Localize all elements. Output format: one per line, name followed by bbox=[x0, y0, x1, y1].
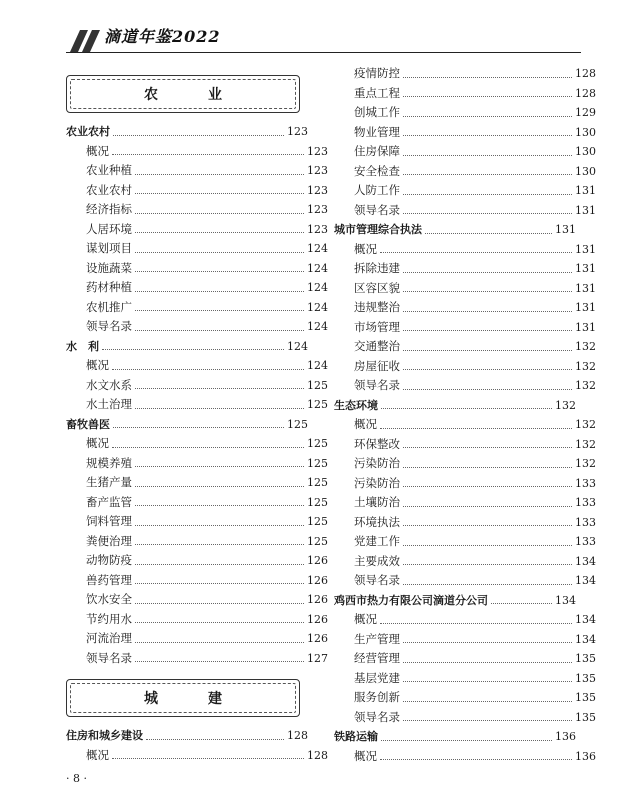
entry-label: 概况 bbox=[354, 612, 377, 626]
toc-entry-sub bbox=[66, 590, 328, 610]
entry-page-number: 134 bbox=[575, 554, 596, 568]
toc-entry-sub bbox=[66, 512, 328, 532]
leader-dots bbox=[135, 582, 304, 584]
entry-label: 领导名录 bbox=[354, 573, 400, 587]
entry-label: 人防工作 bbox=[354, 183, 400, 197]
toc-entry-sub bbox=[334, 688, 596, 708]
section-title: 城 建 bbox=[144, 691, 240, 707]
toc-entry-sub bbox=[334, 201, 596, 221]
entry-page-number: 124 bbox=[307, 261, 328, 275]
toc-entry-sub bbox=[334, 298, 596, 318]
leader-dots bbox=[135, 563, 304, 565]
entry-page-number: 135 bbox=[575, 710, 596, 724]
toc-entry-sub bbox=[334, 64, 596, 84]
entry-label: 基层党建 bbox=[354, 670, 400, 685]
entry-page-number: 132 bbox=[555, 398, 576, 412]
entry-page-number: 133 bbox=[575, 476, 596, 490]
toc-entry-main bbox=[334, 396, 576, 416]
toc-entry-sub bbox=[66, 629, 328, 649]
leader-dots bbox=[403, 563, 572, 565]
leader-dots bbox=[135, 602, 304, 604]
toc-entry-sub bbox=[334, 630, 596, 650]
toc-entry-sub bbox=[334, 162, 596, 182]
leader-dots bbox=[135, 465, 304, 467]
entry-page-number: 125 bbox=[307, 495, 328, 509]
leader-dots bbox=[403, 329, 572, 331]
leader-dots bbox=[135, 641, 304, 643]
entry-label: 经济指标 bbox=[86, 202, 132, 216]
leader-dots bbox=[135, 251, 304, 253]
entry-label: 安全检查 bbox=[354, 163, 400, 178]
entry-page-number: 129 bbox=[575, 106, 596, 119]
entry-page-number: 125 bbox=[287, 417, 308, 431]
entry-page-number: 126 bbox=[307, 632, 328, 645]
leader-dots bbox=[403, 700, 572, 702]
entry-page-number: 123 bbox=[307, 183, 328, 197]
entry-label: 生猪产量 bbox=[86, 475, 132, 489]
toc-entry-sub bbox=[334, 279, 596, 299]
toc-entry-sub bbox=[334, 649, 596, 669]
leader-dots bbox=[403, 368, 572, 370]
leader-dots bbox=[403, 173, 572, 175]
toc-entry-sub bbox=[334, 571, 596, 591]
leader-dots bbox=[403, 134, 572, 136]
toc-entry-sub bbox=[66, 239, 328, 259]
entry-page-number: 126 bbox=[307, 573, 328, 587]
entry-page-number: 123 bbox=[287, 125, 308, 138]
toc-entry-sub bbox=[66, 649, 328, 669]
entry-page-number: 125 bbox=[307, 378, 328, 392]
toc-entry-sub bbox=[66, 746, 328, 766]
entry-page-number: 133 bbox=[575, 496, 596, 509]
leader-dots bbox=[403, 349, 572, 351]
entry-page-number: 128 bbox=[575, 67, 596, 80]
toc-entry-main bbox=[66, 122, 308, 142]
entry-label: 鸡西市热力有限公司滴道分公司 bbox=[334, 593, 488, 607]
entry-label: 市场管理 bbox=[354, 319, 400, 334]
leader-dots bbox=[403, 290, 572, 292]
toc-entry-sub bbox=[66, 454, 328, 474]
entry-page-number: 134 bbox=[575, 632, 596, 646]
entry-label: 领导名录 bbox=[354, 202, 400, 217]
entry-page-number: 126 bbox=[307, 612, 328, 626]
entry-label: 土壤防治 bbox=[354, 495, 400, 509]
toc-entry-sub bbox=[334, 240, 596, 260]
entry-label: 重点工程 bbox=[354, 85, 400, 100]
entry-label: 水文水系 bbox=[86, 377, 132, 392]
leader-dots bbox=[381, 739, 552, 741]
entry-label: 违规整治 bbox=[354, 300, 400, 314]
toc-entry-sub bbox=[66, 493, 328, 513]
entry-label: 党建工作 bbox=[354, 534, 400, 548]
leader-dots bbox=[102, 348, 284, 350]
toc-entry-sub bbox=[66, 298, 328, 318]
toc-entry-sub bbox=[334, 415, 596, 435]
leader-dots bbox=[403, 95, 572, 97]
entry-label: 疫情防控 bbox=[354, 66, 400, 80]
entry-page-number: 130 bbox=[575, 164, 596, 178]
entry-label: 领导名录 bbox=[354, 709, 400, 724]
section-title: 农 业 bbox=[144, 87, 240, 103]
leader-dots bbox=[113, 134, 284, 136]
entry-label: 物业管理 bbox=[354, 124, 400, 139]
entry-label: 概况 bbox=[86, 143, 109, 158]
entry-label: 拆除违建 bbox=[354, 261, 400, 275]
toc-entry-sub bbox=[334, 357, 596, 377]
leader-dots bbox=[403, 505, 572, 507]
toc-entry-sub bbox=[66, 278, 328, 298]
toc-entry-sub bbox=[334, 259, 596, 279]
leader-dots bbox=[135, 407, 304, 409]
entry-page-number: 132 bbox=[575, 418, 596, 431]
leader-dots bbox=[135, 290, 304, 292]
leader-dots bbox=[403, 680, 572, 682]
leader-dots bbox=[113, 426, 284, 428]
entry-label: 节约用水 bbox=[86, 611, 132, 626]
entry-label: 河流治理 bbox=[86, 631, 132, 645]
entry-page-number: 125 bbox=[307, 456, 328, 470]
leader-dots bbox=[112, 153, 304, 155]
entry-page-number: 125 bbox=[307, 437, 328, 450]
entry-page-number: 130 bbox=[575, 125, 596, 139]
leader-dots bbox=[403, 446, 572, 448]
toc-entry-sub bbox=[334, 376, 596, 396]
entry-label: 畜牧兽医 bbox=[66, 417, 110, 431]
entry-page-number: 134 bbox=[575, 574, 596, 587]
entry-page-number: 124 bbox=[307, 300, 328, 314]
leader-dots bbox=[135, 212, 304, 214]
leader-dots bbox=[146, 738, 284, 740]
entry-label: 农业种植 bbox=[86, 163, 132, 177]
leader-dots bbox=[403, 115, 572, 117]
entry-label: 铁路运输 bbox=[334, 730, 378, 743]
entry-label: 概况 bbox=[354, 748, 377, 763]
leader-dots bbox=[403, 154, 572, 156]
leader-dots bbox=[403, 661, 572, 663]
entry-page-number: 123 bbox=[307, 203, 328, 216]
leader-dots bbox=[135, 231, 304, 233]
entry-label: 农机推广 bbox=[86, 299, 132, 314]
entry-label: 谋划项目 bbox=[86, 241, 132, 255]
entry-label: 污染防治 bbox=[354, 456, 400, 470]
leader-dots bbox=[112, 446, 304, 448]
entry-page-number: 136 bbox=[575, 749, 596, 763]
entry-label: 农业农村 bbox=[86, 182, 132, 197]
entry-label: 环保整改 bbox=[354, 436, 400, 451]
leader-dots bbox=[403, 524, 572, 526]
toc-entry-sub bbox=[66, 181, 328, 201]
entry-page-number: 124 bbox=[307, 320, 328, 333]
leader-dots bbox=[403, 193, 572, 195]
toc-entry-sub bbox=[334, 84, 596, 104]
toc-entry-sub bbox=[66, 376, 328, 396]
toc-entry-main bbox=[334, 220, 576, 240]
leader-dots bbox=[135, 504, 304, 506]
toc-entry-main bbox=[334, 591, 576, 611]
entry-page-number: 131 bbox=[575, 301, 596, 314]
entry-page-number: 128 bbox=[287, 729, 308, 742]
entry-page-number: 135 bbox=[575, 671, 596, 685]
entry-label: 污染防治 bbox=[354, 475, 400, 490]
entry-label: 兽药管理 bbox=[86, 572, 132, 587]
toc-entry-sub bbox=[334, 337, 596, 357]
entry-label: 农业农村 bbox=[66, 125, 110, 138]
leader-dots bbox=[403, 544, 572, 546]
toc-entry-sub bbox=[66, 434, 328, 454]
entry-page-number: 127 bbox=[307, 651, 328, 665]
entry-label: 粪便治理 bbox=[86, 533, 132, 548]
leader-dots bbox=[403, 641, 572, 643]
entry-page-number: 124 bbox=[307, 281, 328, 294]
toc-entry-sub bbox=[334, 747, 596, 767]
entry-label: 主要成效 bbox=[354, 553, 400, 568]
page-number: · 8 · bbox=[66, 772, 87, 785]
toc-entry-sub bbox=[334, 552, 596, 572]
entry-page-number: 124 bbox=[307, 359, 328, 372]
entry-label: 房屋征收 bbox=[354, 358, 400, 373]
entry-page-number: 132 bbox=[575, 340, 596, 353]
entry-label: 住房和城乡建设 bbox=[66, 729, 143, 742]
toc-entry-sub bbox=[334, 532, 596, 552]
entry-page-number: 125 bbox=[307, 398, 328, 411]
toc-entry-sub bbox=[66, 356, 328, 376]
entry-label: 设施蔬菜 bbox=[86, 260, 132, 275]
entry-label: 区容区貌 bbox=[354, 280, 400, 295]
leader-dots bbox=[425, 232, 552, 234]
toc-entry-sub bbox=[66, 161, 328, 181]
entry-label: 住房保障 bbox=[354, 144, 400, 158]
entry-page-number: 131 bbox=[575, 242, 596, 256]
toc-entry-sub bbox=[334, 103, 596, 123]
entry-label: 经营管理 bbox=[354, 651, 400, 665]
toc-entry-sub bbox=[334, 123, 596, 143]
entry-page-number: 125 bbox=[307, 515, 328, 528]
entry-label: 规模养殖 bbox=[86, 455, 132, 470]
entry-page-number: 126 bbox=[307, 593, 328, 606]
entry-label: 水土治理 bbox=[86, 397, 132, 411]
entry-page-number: 133 bbox=[575, 535, 596, 548]
toc-entry-sub bbox=[66, 571, 328, 591]
entry-page-number: 131 bbox=[575, 320, 596, 334]
leader-dots bbox=[135, 543, 304, 545]
entry-label: 创城工作 bbox=[354, 105, 400, 119]
toc-entry-sub bbox=[334, 318, 596, 338]
entry-page-number: 125 bbox=[307, 534, 328, 548]
entry-label: 服务创新 bbox=[354, 690, 400, 704]
leader-dots bbox=[112, 368, 304, 370]
toc-entry-main bbox=[66, 415, 308, 435]
leader-dots bbox=[381, 407, 552, 409]
entry-page-number: 124 bbox=[287, 339, 308, 353]
toc-entry-sub bbox=[66, 259, 328, 279]
entry-label: 概况 bbox=[86, 358, 109, 372]
leader-dots bbox=[135, 192, 304, 194]
leader-dots bbox=[135, 309, 304, 311]
toc-entry-sub bbox=[66, 610, 328, 630]
entry-page-number: 131 bbox=[575, 262, 596, 275]
entry-label: 概况 bbox=[86, 436, 109, 450]
entry-page-number: 132 bbox=[575, 437, 596, 451]
entry-page-number: 135 bbox=[575, 691, 596, 704]
leader-dots bbox=[135, 173, 304, 175]
leader-dots bbox=[135, 524, 304, 526]
leader-dots bbox=[403, 466, 572, 468]
entry-page-number: 123 bbox=[307, 164, 328, 177]
entry-page-number: 128 bbox=[307, 748, 328, 762]
entry-label: 城市管理综合执法 bbox=[334, 223, 422, 236]
toc-entry-sub bbox=[66, 532, 328, 552]
leader-dots bbox=[403, 719, 572, 721]
leader-dots bbox=[135, 270, 304, 272]
entry-page-number: 123 bbox=[307, 144, 328, 158]
entry-label: 饲料管理 bbox=[86, 514, 132, 528]
leader-dots bbox=[135, 485, 304, 487]
leader-dots bbox=[403, 212, 572, 214]
leader-dots bbox=[135, 329, 304, 331]
toc-entry-sub bbox=[66, 200, 328, 220]
entry-page-number: 131 bbox=[575, 203, 596, 217]
header-rule bbox=[66, 52, 581, 53]
entry-label: 动物防疫 bbox=[86, 553, 132, 567]
entry-label: 药材种植 bbox=[86, 280, 132, 294]
leader-dots bbox=[135, 387, 304, 389]
entry-label: 交通整治 bbox=[354, 339, 400, 353]
toc-entry-sub bbox=[334, 708, 596, 728]
entry-page-number: 123 bbox=[307, 222, 328, 236]
entry-label: 饮水安全 bbox=[86, 592, 132, 606]
entry-page-number: 132 bbox=[575, 457, 596, 470]
entry-label: 生产管理 bbox=[354, 631, 400, 646]
entry-label: 生态环境 bbox=[334, 398, 378, 412]
entry-label: 领导名录 bbox=[86, 319, 132, 333]
leader-dots bbox=[135, 621, 304, 623]
toc-entry-sub bbox=[66, 220, 328, 240]
entry-page-number: 131 bbox=[555, 223, 576, 236]
entry-page-number: 124 bbox=[307, 242, 328, 255]
entry-label: 领导名录 bbox=[354, 378, 400, 392]
entry-page-number: 133 bbox=[575, 515, 596, 529]
toc-entry-main bbox=[66, 726, 308, 746]
entry-page-number: 125 bbox=[307, 476, 328, 489]
toc-entry-sub bbox=[334, 474, 596, 494]
toc-entry-sub bbox=[334, 669, 596, 689]
leader-dots bbox=[403, 76, 572, 78]
entry-page-number: 131 bbox=[575, 184, 596, 197]
entry-page-number: 132 bbox=[575, 379, 596, 392]
leader-dots bbox=[491, 602, 552, 604]
entry-page-number: 135 bbox=[575, 652, 596, 665]
leader-dots bbox=[380, 251, 572, 253]
page-header bbox=[0, 0, 639, 60]
yearbook-title: 滴道年鉴2022 bbox=[104, 27, 221, 46]
entry-label: 概况 bbox=[86, 747, 109, 762]
entry-label: 领导名录 bbox=[86, 650, 132, 665]
toc-entry-sub bbox=[334, 142, 596, 162]
entry-label: 畜产监管 bbox=[86, 494, 132, 509]
toc-entry-main bbox=[66, 337, 308, 357]
toc-entry-sub bbox=[66, 395, 328, 415]
leader-dots bbox=[403, 485, 572, 487]
toc-entry-sub bbox=[334, 454, 596, 474]
entry-page-number: 130 bbox=[575, 145, 596, 158]
toc-entry-sub bbox=[334, 610, 596, 630]
entry-page-number: 126 bbox=[307, 554, 328, 567]
toc-entry-sub bbox=[66, 473, 328, 493]
entry-label: 水 利 bbox=[66, 339, 99, 353]
section-heading-agriculture bbox=[66, 75, 300, 113]
entry-page-number: 132 bbox=[575, 359, 596, 373]
leader-dots bbox=[380, 758, 572, 760]
entry-page-number: 134 bbox=[555, 593, 576, 607]
toc-entry-sub bbox=[334, 181, 596, 201]
leader-dots bbox=[135, 660, 304, 662]
leader-dots bbox=[403, 271, 572, 273]
toc-entry-sub bbox=[66, 142, 328, 162]
entry-label: 概况 bbox=[354, 241, 377, 256]
toc-entry-sub bbox=[334, 513, 596, 533]
entry-page-number: 128 bbox=[575, 86, 596, 100]
toc-entry-sub bbox=[334, 493, 596, 513]
logo-stripes-icon bbox=[66, 30, 108, 52]
toc-entry-main bbox=[334, 727, 576, 747]
entry-page-number: 134 bbox=[575, 613, 596, 626]
entry-label: 人居环境 bbox=[86, 221, 132, 236]
leader-dots bbox=[403, 583, 572, 585]
entry-label: 环境执法 bbox=[354, 514, 400, 529]
entry-page-number: 136 bbox=[555, 730, 576, 743]
leader-dots bbox=[403, 388, 572, 390]
leader-dots bbox=[112, 757, 304, 759]
leader-dots bbox=[380, 427, 572, 429]
entry-page-number: 131 bbox=[575, 281, 596, 295]
toc-entry-sub bbox=[66, 317, 328, 337]
entry-label: 概况 bbox=[354, 417, 377, 431]
leader-dots bbox=[380, 622, 572, 624]
toc-entry-sub bbox=[66, 551, 328, 571]
leader-dots bbox=[403, 310, 572, 312]
section-heading-urban-construction bbox=[66, 679, 300, 717]
toc-entry-sub bbox=[334, 435, 596, 455]
